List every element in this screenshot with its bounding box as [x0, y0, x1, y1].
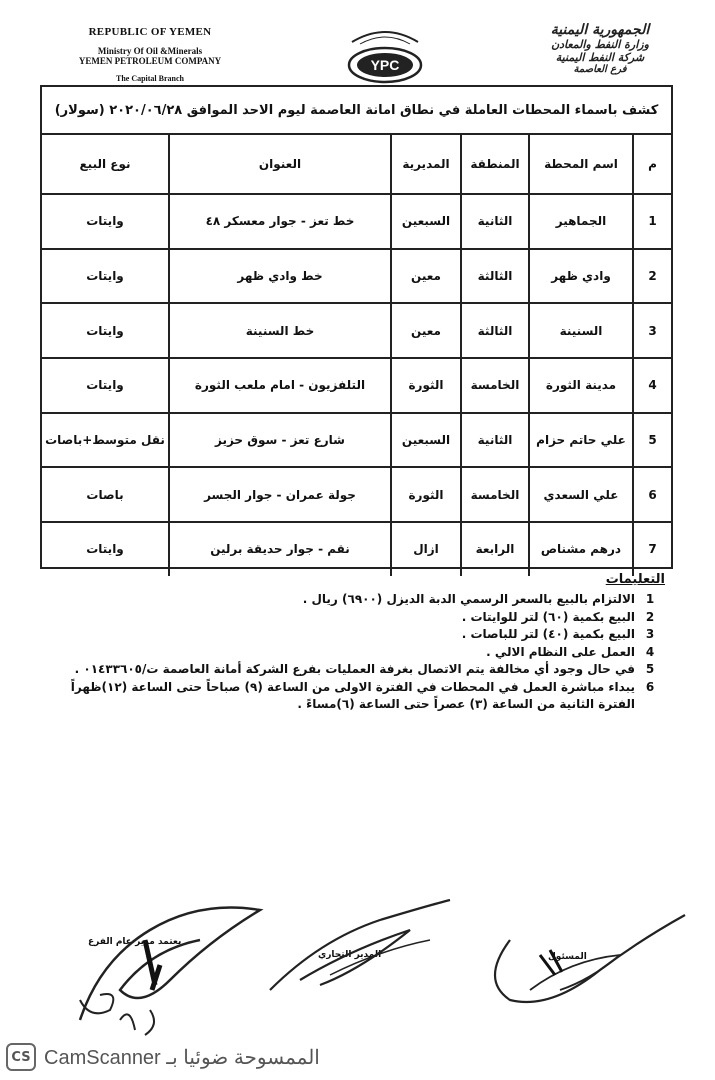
cell-sale-type: نقل متوسط+باصات	[42, 413, 169, 468]
cell-num: 3	[633, 303, 671, 358]
camscanner-text: الممسوحة ضوئيا بـ CamScanner	[44, 1046, 320, 1069]
instructions-title: التعليمات	[605, 572, 665, 587]
cell-sale-type: وايتات	[42, 303, 169, 358]
right-signature-label: المسئول	[548, 952, 587, 962]
cell-region: الثانية	[461, 413, 529, 468]
cell-address: خط وادي ظهر	[169, 249, 391, 304]
instruction-text: العمل على النظام الالي .	[486, 644, 635, 659]
cell-sale-type: وايتات	[42, 194, 169, 249]
cell-num: 1	[633, 194, 671, 249]
cell-district: السبعين	[391, 194, 461, 249]
cell-district: الثورة	[391, 358, 461, 413]
cell-num: 2	[633, 249, 671, 304]
right-signature	[470, 900, 700, 1030]
header-sale-type: نوع البيع	[42, 135, 169, 194]
cell-sale-type: وايتات	[42, 249, 169, 304]
list-item	[55, 679, 665, 697]
cell-num: 4	[633, 358, 671, 413]
stations-frame	[40, 85, 673, 569]
ar-branch-line: فرع العاصمة	[573, 64, 627, 75]
instructions-section	[55, 572, 665, 714]
cell-station: مدينة الثورة	[529, 358, 633, 413]
table-header-row	[42, 135, 671, 194]
left-signature-label: يعتمد مدير عام الفرع	[88, 937, 182, 947]
table-row	[42, 249, 671, 304]
cell-num: 6	[633, 467, 671, 522]
english-letterhead	[60, 26, 240, 83]
list-item	[55, 644, 665, 662]
cell-district: معين	[391, 303, 461, 358]
cell-sale-type: وايتات	[42, 522, 169, 576]
table-row	[42, 522, 671, 576]
logo-text: YPC	[370, 57, 400, 73]
cell-region: الثانية	[461, 194, 529, 249]
instruction-number: 1	[645, 592, 655, 606]
cell-station: علي السعدي	[529, 467, 633, 522]
instruction-number: 2	[645, 609, 655, 624]
ar-republic-line: الجمهورية اليمنية	[550, 22, 650, 38]
list-item	[55, 661, 665, 679]
arabic-letterhead	[525, 22, 675, 75]
branch-line: The Capital Branch	[115, 74, 184, 83]
table-row	[42, 467, 671, 522]
instruction-number: 5	[645, 662, 655, 676]
list-item	[55, 626, 665, 644]
header-region: المنطقة	[461, 135, 529, 194]
header-station: اسم المحطة	[529, 135, 633, 194]
instruction-text: البيع بكمية (٦٠) لتر للوايتات .	[461, 609, 635, 624]
table-row	[42, 413, 671, 468]
header-district: المديرية	[391, 135, 461, 194]
center-signature	[260, 880, 460, 1010]
company-line: YEMEN PETROLEUM COMPANY	[78, 56, 222, 66]
cell-district: معين	[391, 249, 461, 304]
cell-address: التلفزيون - امام ملعب الثورة	[169, 358, 391, 413]
stations-table	[42, 135, 671, 576]
table-row	[42, 358, 671, 413]
company-logo	[340, 20, 430, 90]
instruction-text: البيع بكمية (٤٠) لتر للباصات .	[461, 627, 635, 641]
instruction-text: يبداء مباشرة العمل في المحطات في الفترة الاولى من الساعة (٩) صباحاً حتى الساعة (١٢)ظهراً	[70, 679, 635, 694]
cell-station: السنينة	[529, 303, 633, 358]
ar-company-line: شركة النفط اليمنية	[555, 51, 645, 64]
cell-district: ازال	[391, 522, 461, 576]
instruction-text: الفترة الثانية من الساعة (٣) عصراً حتى الساعة (٦)مساءً .	[297, 697, 635, 711]
cell-sale-type: وايتات	[42, 358, 169, 413]
cell-num: 7	[633, 522, 671, 576]
instruction-number: 3	[645, 627, 655, 641]
instruction-number: 6	[645, 679, 655, 694]
header-num: م	[633, 135, 671, 194]
cell-address: شارع تعز - سوق حزيز	[169, 413, 391, 468]
cell-station: الجماهير	[529, 194, 633, 249]
cell-district: الثورة	[391, 467, 461, 522]
cell-region: الثالثة	[461, 303, 529, 358]
table-row	[42, 194, 671, 249]
republic-line: REPUBLIC OF YEMEN	[88, 26, 212, 38]
document-title: كشف باسماء المحطات العاملة في نطاق امانة العاصمة ليوم الاحد الموافق ٢٠٢٠/٠٦/٢٨ (سولار)	[42, 87, 671, 135]
cell-address: جولة عمران - جوار الجسر	[169, 467, 391, 522]
camscanner-watermark	[6, 1040, 366, 1074]
cell-region: الرابعة	[461, 522, 529, 576]
ar-ministry-line: وزارة النفط والمعادن	[551, 38, 649, 51]
ministry-line: Ministry Of Oil &Minerals	[97, 46, 203, 56]
list-item	[55, 591, 665, 609]
cell-region: الخامسة	[461, 467, 529, 522]
cell-sale-type: باصات	[42, 467, 169, 522]
instruction-text: الالتزام بالبيع بالسعر الرسمي الدبة الديزل (٦٩٠٠) ريال .	[302, 592, 635, 606]
cell-district: السبعين	[391, 413, 461, 468]
cell-address: نقم - جوار حديقة برلين	[169, 522, 391, 576]
cell-region: الخامسة	[461, 358, 529, 413]
cell-station: علي حاتم حزام	[529, 413, 633, 468]
table-row	[42, 303, 671, 358]
instruction-number: 4	[645, 644, 655, 659]
cell-region: الثالثة	[461, 249, 529, 304]
cell-num: 5	[633, 413, 671, 468]
camscanner-icon: CS	[6, 1043, 36, 1071]
center-signature-label: المدير التجاري	[318, 950, 382, 960]
instruction-text: في حال وجود أي مخالفة يتم الاتصال بغرفة العمليات بفرع الشركة أمانة العاصمة ت/٠١٤٣٣٦٠٥ .	[74, 662, 635, 676]
left-signature	[60, 870, 280, 1040]
instruction-number	[635, 696, 665, 714]
cell-station: درهم مشناص	[529, 522, 633, 576]
cell-station: وادي ظهر	[529, 249, 633, 304]
list-item	[55, 609, 665, 627]
header-address: العنوان	[169, 135, 391, 194]
cell-address: خط السنينة	[169, 303, 391, 358]
list-item	[55, 696, 665, 714]
cell-address: خط تعز - جوار معسكر ٤٨	[169, 194, 391, 249]
